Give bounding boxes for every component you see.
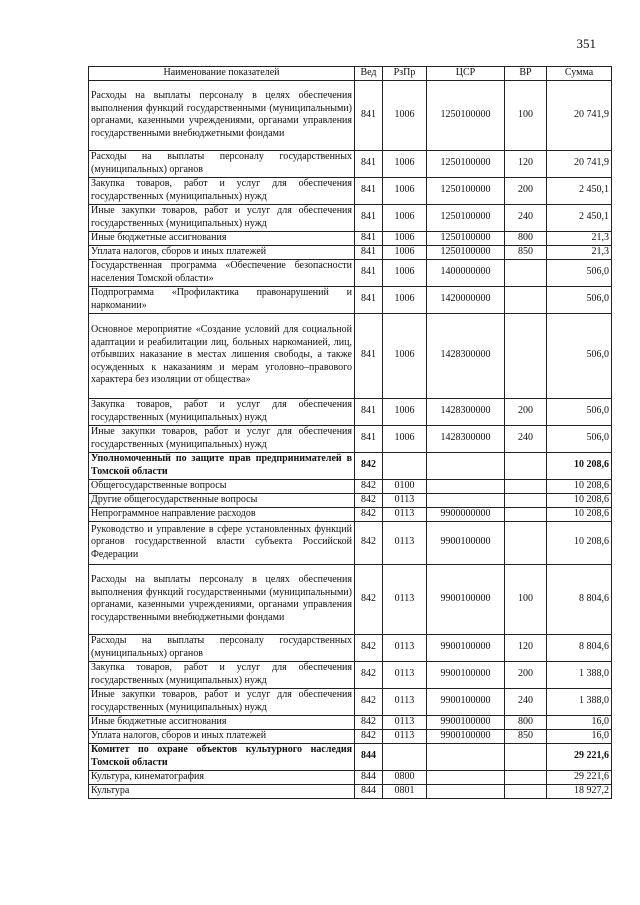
- cell-csr: [427, 452, 505, 479]
- cell-rzpr: 0113: [383, 715, 427, 729]
- cell-rzpr: [383, 743, 427, 770]
- cell-csr: 9900100000: [427, 564, 505, 634]
- cell-rzpr: 1006: [383, 177, 427, 204]
- cell-ved: 842: [355, 634, 383, 661]
- table-row: [89, 564, 612, 634]
- cell-rzpr: 0113: [383, 634, 427, 661]
- table-row: [89, 729, 612, 743]
- cell-sum: 8 804,6: [547, 634, 612, 661]
- cell-vr: 100: [505, 564, 547, 634]
- cell-rzpr: 0113: [383, 564, 427, 634]
- table-row: [89, 661, 612, 688]
- cell-sum: 1 388,0: [547, 688, 612, 715]
- cell-sum: 21,3: [547, 231, 612, 245]
- cell-rzpr: 0800: [383, 770, 427, 784]
- cell-vr: [505, 507, 547, 521]
- table-header-row: [89, 67, 612, 81]
- cell-name: Уплата налогов, сборов и иных платежей: [89, 245, 355, 259]
- cell-ved: 841: [355, 80, 383, 150]
- cell-csr: 9900000000: [427, 507, 505, 521]
- cell-name: Иные закупки товаров, работ и услуг для обеспечения государственных (муниципальных) нужд: [89, 688, 355, 715]
- header-vr: ВР: [505, 67, 547, 81]
- cell-name: Закупка товаров, работ и услуг для обеспечения государственных (муниципальных) нужд: [89, 661, 355, 688]
- cell-csr: [427, 479, 505, 493]
- cell-rzpr: 0113: [383, 493, 427, 507]
- cell-name: Культура, кинематография: [89, 770, 355, 784]
- table-row: [89, 204, 612, 231]
- table-row: [89, 507, 612, 521]
- cell-vr: 850: [505, 729, 547, 743]
- cell-name: Комитет по охране объектов культурного наследия Томской области: [89, 743, 355, 770]
- cell-csr: 1250100000: [427, 204, 505, 231]
- table-row: [89, 634, 612, 661]
- cell-sum: 29 221,6: [547, 770, 612, 784]
- cell-rzpr: 0100: [383, 479, 427, 493]
- cell-ved: 844: [355, 770, 383, 784]
- cell-vr: [505, 521, 547, 564]
- cell-csr: 1428300000: [427, 425, 505, 452]
- cell-ved: 842: [355, 564, 383, 634]
- cell-sum: 16,0: [547, 715, 612, 729]
- cell-name: Расходы на выплаты персоналу государственных (муниципальных) органов: [89, 150, 355, 177]
- table-row: [89, 177, 612, 204]
- cell-csr: [427, 770, 505, 784]
- header-csr: ЦСР: [427, 67, 505, 81]
- cell-vr: 120: [505, 150, 547, 177]
- cell-rzpr: 1006: [383, 245, 427, 259]
- cell-vr: [505, 452, 547, 479]
- cell-vr: 240: [505, 425, 547, 452]
- cell-csr: 9900100000: [427, 634, 505, 661]
- cell-ved: 841: [355, 259, 383, 286]
- page-number: 351: [576, 36, 596, 51]
- cell-csr: 9900100000: [427, 688, 505, 715]
- cell-rzpr: 1006: [383, 313, 427, 398]
- cell-name: Общегосударственные вопросы: [89, 479, 355, 493]
- header-ved: Вед: [355, 67, 383, 81]
- cell-name: Расходы на выплаты персоналу в целях обеспечения выполнения функций государственными (муниципальными) органами, казенными учреждениями, органами управления государственными внебюджетными фондами: [89, 564, 355, 634]
- cell-ved: 842: [355, 452, 383, 479]
- header-sum: Сумма: [547, 67, 612, 81]
- table-row: [89, 80, 612, 150]
- cell-csr: 1250100000: [427, 231, 505, 245]
- cell-sum: 1 388,0: [547, 661, 612, 688]
- cell-name: Расходы на выплаты персоналу государственных (муниципальных) органов: [89, 634, 355, 661]
- table-row: [89, 398, 612, 425]
- cell-name: Руководство и управление в сфере установленных функций органов государственной власти субъекта Российской Федерации: [89, 521, 355, 564]
- cell-name: Государственная программа «Обеспечение безопасности населения Томской области»: [89, 259, 355, 286]
- cell-ved: 842: [355, 715, 383, 729]
- cell-vr: [505, 784, 547, 798]
- cell-name: Основное мероприятие «Создание условий для социальной адаптации и реабилитации лиц, больных наркоманией, лиц, отбывших наказание в местах лишения свободы, а также осужденных к наказаниям и мерам уголовно–правового характера без изоляции от общества»: [89, 313, 355, 398]
- cell-rzpr: 0113: [383, 729, 427, 743]
- cell-ved: 842: [355, 507, 383, 521]
- cell-sum: 16,0: [547, 729, 612, 743]
- cell-sum: 506,0: [547, 313, 612, 398]
- cell-csr: 1428300000: [427, 313, 505, 398]
- cell-sum: 506,0: [547, 398, 612, 425]
- cell-vr: 120: [505, 634, 547, 661]
- cell-ved: 841: [355, 286, 383, 313]
- table-row: [89, 770, 612, 784]
- cell-rzpr: 1006: [383, 398, 427, 425]
- cell-vr: 240: [505, 688, 547, 715]
- table-row: [89, 231, 612, 245]
- table-row: [89, 245, 612, 259]
- cell-sum: 506,0: [547, 286, 612, 313]
- cell-vr: 850: [505, 245, 547, 259]
- cell-csr: 1420000000: [427, 286, 505, 313]
- cell-csr: 1250100000: [427, 177, 505, 204]
- cell-sum: 29 221,6: [547, 743, 612, 770]
- cell-sum: 2 450,1: [547, 177, 612, 204]
- cell-vr: 100: [505, 80, 547, 150]
- table-row: [89, 784, 612, 798]
- cell-ved: 842: [355, 479, 383, 493]
- cell-name: Непрограммное направление расходов: [89, 507, 355, 521]
- cell-csr: 9900100000: [427, 521, 505, 564]
- table-row: [89, 150, 612, 177]
- cell-rzpr: 0113: [383, 688, 427, 715]
- cell-rzpr: 0113: [383, 521, 427, 564]
- cell-name: Подпрограмма «Профилактика правонарушений и наркомании»: [89, 286, 355, 313]
- cell-vr: [505, 286, 547, 313]
- cell-rzpr: 1006: [383, 231, 427, 245]
- cell-name: Иные бюджетные ассигнования: [89, 231, 355, 245]
- cell-ved: 841: [355, 425, 383, 452]
- cell-name: Уполномоченный по защите прав предпринимателей в Томской области: [89, 452, 355, 479]
- cell-csr: 1428300000: [427, 398, 505, 425]
- cell-sum: 20 741,9: [547, 150, 612, 177]
- cell-sum: 506,0: [547, 259, 612, 286]
- cell-ved: 841: [355, 398, 383, 425]
- cell-vr: [505, 770, 547, 784]
- cell-rzpr: 1006: [383, 204, 427, 231]
- cell-name: Культура: [89, 784, 355, 798]
- header-name: Наименование показателей: [89, 67, 355, 81]
- cell-ved: 844: [355, 784, 383, 798]
- cell-csr: 1250100000: [427, 80, 505, 150]
- cell-ved: 841: [355, 177, 383, 204]
- cell-ved: 842: [355, 688, 383, 715]
- cell-name: Иные закупки товаров, работ и услуг для обеспечения государственных (муниципальных) нужд: [89, 425, 355, 452]
- cell-name: Закупка товаров, работ и услуг для обеспечения государственных (муниципальных) нужд: [89, 177, 355, 204]
- cell-rzpr: 0801: [383, 784, 427, 798]
- table-row: [89, 479, 612, 493]
- budget-table: [88, 66, 612, 799]
- cell-csr: 9900100000: [427, 729, 505, 743]
- cell-vr: [505, 259, 547, 286]
- cell-sum: 506,0: [547, 425, 612, 452]
- cell-name: Иные бюджетные ассигнования: [89, 715, 355, 729]
- table-row: [89, 743, 612, 770]
- table-row: [89, 688, 612, 715]
- cell-rzpr: 1006: [383, 259, 427, 286]
- cell-vr: [505, 313, 547, 398]
- cell-rzpr: 0113: [383, 507, 427, 521]
- cell-vr: 200: [505, 661, 547, 688]
- cell-vr: [505, 743, 547, 770]
- cell-sum: 2 450,1: [547, 204, 612, 231]
- cell-ved: 842: [355, 493, 383, 507]
- cell-csr: 1250100000: [427, 150, 505, 177]
- cell-sum: 20 741,9: [547, 80, 612, 150]
- cell-vr: 200: [505, 177, 547, 204]
- cell-sum: 10 208,6: [547, 452, 612, 479]
- table-row: [89, 715, 612, 729]
- cell-ved: 842: [355, 521, 383, 564]
- cell-vr: 800: [505, 231, 547, 245]
- cell-ved: 842: [355, 729, 383, 743]
- cell-csr: [427, 493, 505, 507]
- cell-sum: 8 804,6: [547, 564, 612, 634]
- cell-csr: [427, 784, 505, 798]
- cell-csr: [427, 743, 505, 770]
- cell-name: Расходы на выплаты персоналу в целях обеспечения выполнения функций государственными (муниципальными) органами, казенными учреждениями, органами управления государственными внебюджетными фондами: [89, 80, 355, 150]
- cell-ved: 841: [355, 231, 383, 245]
- cell-rzpr: 0113: [383, 661, 427, 688]
- cell-csr: 1400000000: [427, 259, 505, 286]
- table-row: [89, 259, 612, 286]
- cell-csr: 9900100000: [427, 715, 505, 729]
- cell-name: Уплата налогов, сборов и иных платежей: [89, 729, 355, 743]
- cell-rzpr: 1006: [383, 286, 427, 313]
- cell-vr: 240: [505, 204, 547, 231]
- cell-ved: 844: [355, 743, 383, 770]
- cell-rzpr: 1006: [383, 425, 427, 452]
- cell-csr: 9900100000: [427, 661, 505, 688]
- table-row: [89, 493, 612, 507]
- cell-vr: [505, 493, 547, 507]
- cell-name: Иные закупки товаров, работ и услуг для обеспечения государственных (муниципальных) нужд: [89, 204, 355, 231]
- cell-rzpr: [383, 452, 427, 479]
- cell-ved: 841: [355, 204, 383, 231]
- cell-name: Закупка товаров, работ и услуг для обеспечения государственных (муниципальных) нужд: [89, 398, 355, 425]
- cell-sum: 10 208,6: [547, 493, 612, 507]
- cell-csr: 1250100000: [427, 245, 505, 259]
- table-row: [89, 521, 612, 564]
- cell-sum: 10 208,6: [547, 507, 612, 521]
- table-row: [89, 425, 612, 452]
- table-row: [89, 286, 612, 313]
- cell-sum: 21,3: [547, 245, 612, 259]
- cell-vr: 800: [505, 715, 547, 729]
- cell-ved: 841: [355, 245, 383, 259]
- cell-ved: 841: [355, 313, 383, 398]
- cell-ved: 842: [355, 661, 383, 688]
- table-row: [89, 452, 612, 479]
- cell-sum: 10 208,6: [547, 521, 612, 564]
- cell-rzpr: 1006: [383, 80, 427, 150]
- cell-vr: 200: [505, 398, 547, 425]
- header-rzpr: РзПр: [383, 67, 427, 81]
- cell-ved: 841: [355, 150, 383, 177]
- cell-sum: 18 927,2: [547, 784, 612, 798]
- cell-rzpr: 1006: [383, 150, 427, 177]
- table-row: [89, 313, 612, 398]
- cell-sum: 10 208,6: [547, 479, 612, 493]
- cell-vr: [505, 479, 547, 493]
- cell-name: Другие общегосударственные вопросы: [89, 493, 355, 507]
